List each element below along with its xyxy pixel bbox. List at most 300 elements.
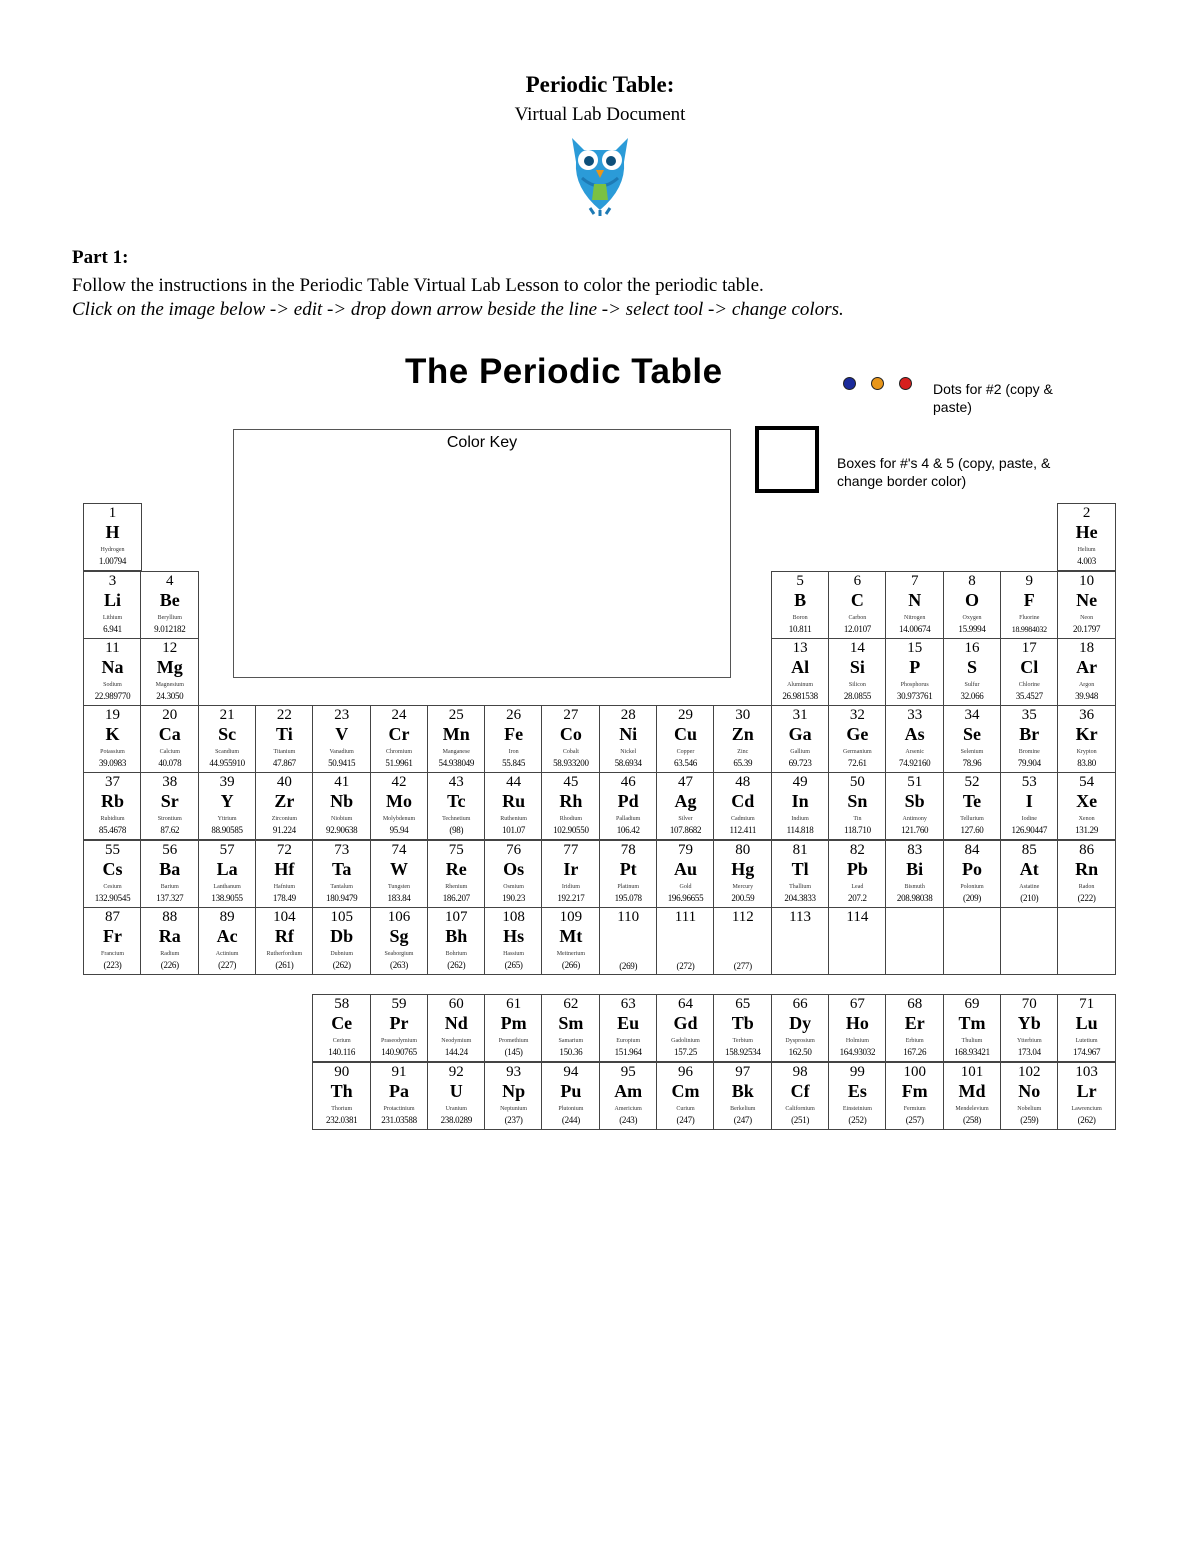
element-number: 114	[846, 909, 869, 925]
color-key-box[interactable]	[233, 429, 731, 678]
element-cell[interactable]	[828, 840, 887, 908]
element-name: Nobelium	[1017, 1106, 1042, 1112]
element-number: 10	[1079, 573, 1095, 589]
element-weight: (258)	[963, 1115, 981, 1125]
element-cell[interactable]	[885, 994, 944, 1062]
color-key-label: Color Key	[446, 434, 518, 451]
element-number: 96	[678, 1064, 693, 1080]
element-weight: 192.217	[557, 893, 585, 903]
element-cell[interactable]	[599, 1062, 658, 1130]
element-cell[interactable]	[370, 705, 429, 773]
element-weight: 138.9055	[211, 893, 243, 903]
element-name: Promethium	[498, 1038, 529, 1044]
element-name: Iridium	[561, 884, 580, 890]
element-cell[interactable]	[828, 638, 887, 706]
element-name: Hydrogen	[100, 547, 125, 553]
element-symbol: Mt	[559, 926, 583, 946]
element-cell[interactable]	[1000, 638, 1059, 706]
element-cell[interactable]	[599, 907, 658, 975]
element-weight: (277)	[733, 961, 752, 971]
element-symbol: Pr	[389, 1013, 409, 1033]
element-symbol: U	[449, 1081, 463, 1101]
element-cell[interactable]	[427, 907, 486, 975]
element-cell[interactable]	[427, 1062, 486, 1130]
element-cell[interactable]	[1057, 1062, 1116, 1130]
element-cell[interactable]	[885, 1062, 944, 1130]
element-number: 100	[903, 1064, 926, 1080]
element-cell[interactable]	[656, 1062, 715, 1130]
element-symbol: Kr	[1075, 724, 1098, 744]
element-cell[interactable]	[828, 1062, 887, 1130]
element-number: 87	[105, 909, 120, 925]
element-cell[interactable]	[1000, 571, 1059, 639]
element-cell[interactable]	[541, 994, 600, 1062]
element-cell[interactable]	[83, 705, 142, 773]
element-weight: 28.0855	[843, 691, 871, 701]
element-symbol: F	[1023, 590, 1035, 610]
element-symbol: S	[966, 657, 977, 677]
element-symbol: Cm	[671, 1081, 700, 1101]
element-name: Antimony	[902, 816, 927, 822]
element-number: 13	[792, 640, 808, 656]
element-number: 53	[1021, 774, 1037, 790]
element-cell[interactable]	[1000, 840, 1059, 908]
element-weight: 167.26	[903, 1047, 927, 1057]
element-cell[interactable]	[656, 772, 715, 840]
element-cell[interactable]	[771, 994, 830, 1062]
element-number: 66	[792, 996, 808, 1012]
element-weight: 74.92160	[899, 758, 931, 768]
element-cell[interactable]	[312, 907, 371, 975]
element-name: Einsteinium	[842, 1106, 872, 1112]
element-cell[interactable]	[656, 705, 715, 773]
element-weight: 231.03588	[381, 1115, 417, 1125]
element-number: 108	[502, 909, 525, 925]
element-number: 55	[105, 842, 120, 858]
element-number: 36	[1079, 707, 1095, 723]
element-number: 4	[166, 573, 174, 589]
element-weight: 232.0381	[326, 1115, 358, 1125]
element-number: 76	[506, 842, 522, 858]
element-cell[interactable]	[1057, 638, 1116, 706]
element-symbol: Es	[847, 1081, 867, 1101]
element-weight: 208.98038	[896, 893, 933, 903]
element-symbol: Dy	[789, 1013, 812, 1033]
element-cell[interactable]	[1000, 772, 1059, 840]
element-number: 25	[448, 707, 464, 723]
element-weight: (209)	[963, 893, 981, 903]
element-symbol: Tb	[731, 1013, 754, 1033]
element-cell[interactable]	[771, 1062, 830, 1130]
element-weight: 24.3050	[156, 691, 184, 701]
element-cell[interactable]	[943, 994, 1002, 1062]
element-cell[interactable]	[484, 994, 543, 1062]
element-name: Bismuth	[904, 884, 925, 890]
element-symbol: Bh	[445, 926, 468, 946]
element-symbol: Ag	[674, 791, 697, 811]
element-cell[interactable]	[370, 994, 429, 1062]
element-cell[interactable]	[83, 772, 142, 840]
element-cell[interactable]	[771, 705, 830, 773]
element-weight: 140.90765	[381, 1047, 417, 1057]
element-weight: (265)	[504, 960, 523, 970]
blue-dot[interactable]	[843, 377, 856, 390]
element-name: Arsenic	[905, 749, 925, 755]
element-symbol: Tc	[447, 791, 466, 811]
element-name: Praseodymium	[381, 1038, 417, 1044]
element-cell[interactable]	[885, 907, 944, 975]
element-cell[interactable]	[427, 705, 486, 773]
element-symbol: Sc	[218, 724, 237, 744]
element-cell[interactable]	[312, 1062, 371, 1130]
element-weight: (244)	[561, 1115, 580, 1125]
element-cell[interactable]	[140, 840, 199, 908]
element-weight: 178.49	[272, 893, 296, 903]
element-symbol: Lu	[1075, 1013, 1098, 1033]
element-weight: 207.2	[848, 893, 867, 903]
element-cell[interactable]	[1000, 1062, 1059, 1130]
element-number: 107	[445, 909, 468, 925]
element-number: 61	[506, 996, 522, 1012]
element-cell[interactable]	[1057, 994, 1116, 1062]
element-number: 39	[219, 774, 235, 790]
element-cell[interactable]	[1057, 772, 1116, 840]
element-number: 98	[792, 1064, 808, 1080]
element-name: Platinum	[617, 884, 640, 890]
element-symbol: Zr	[274, 791, 295, 811]
element-cell[interactable]	[885, 705, 944, 773]
element-cell[interactable]	[828, 994, 887, 1062]
element-number: 37	[105, 774, 120, 790]
element-symbol: Ra	[158, 926, 181, 946]
element-name: Scandium	[215, 749, 240, 755]
element-cell[interactable]	[255, 705, 314, 773]
element-cell[interactable]	[885, 840, 944, 908]
element-symbol: Sn	[847, 791, 868, 811]
element-symbol: Al	[791, 657, 810, 677]
element-name: Beryllium	[157, 615, 182, 621]
element-weight: (247)	[676, 1115, 695, 1125]
element-cell[interactable]	[1000, 994, 1059, 1062]
element-name: Technetium	[442, 816, 471, 822]
element-symbol: Tm	[958, 1013, 986, 1033]
element-cell[interactable]	[541, 840, 600, 908]
element-cell[interactable]	[198, 705, 257, 773]
element-number: 105	[330, 909, 353, 925]
element-number: 24	[391, 707, 407, 723]
element-weight: 190.23	[502, 893, 526, 903]
element-cell[interactable]	[771, 772, 830, 840]
element-weight: 151.964	[614, 1047, 642, 1057]
element-symbol: Ni	[619, 724, 638, 744]
element-number: 20	[162, 707, 178, 723]
element-number: 34	[964, 707, 980, 723]
element-name: Krypton	[1076, 749, 1097, 755]
element-cell[interactable]	[656, 907, 715, 975]
element-cell[interactable]	[828, 772, 887, 840]
element-name: Samarium	[558, 1038, 584, 1044]
element-name: Oxygen	[962, 615, 982, 621]
element-symbol: Md	[958, 1081, 986, 1101]
element-cell[interactable]	[541, 907, 600, 975]
element-cell[interactable]	[1057, 840, 1116, 908]
element-cell[interactable]	[885, 638, 944, 706]
element-weight: 158.92534	[725, 1047, 761, 1057]
element-weight: 92.90638	[326, 825, 358, 835]
element-cell[interactable]	[541, 705, 600, 773]
element-name: Bohrium	[445, 951, 467, 957]
element-cell[interactable]	[83, 907, 142, 975]
element-cell[interactable]	[484, 907, 543, 975]
element-name: Radium	[160, 951, 180, 957]
element-weight: (145)	[504, 1047, 523, 1057]
element-name: Ruthenium	[500, 816, 527, 822]
element-cell[interactable]	[1057, 503, 1116, 571]
element-weight: 15.9994	[958, 624, 986, 634]
element-symbol: Fm	[901, 1081, 928, 1101]
orange-dot[interactable]	[871, 377, 884, 390]
element-cell[interactable]	[599, 840, 658, 908]
element-cell[interactable]	[713, 1062, 772, 1130]
element-cell[interactable]	[713, 907, 772, 975]
element-weight: 18.9984032	[1011, 625, 1047, 634]
element-weight: 173.04	[1017, 1047, 1041, 1057]
element-cell[interactable]	[599, 994, 658, 1062]
element-symbol: Br	[1019, 724, 1040, 744]
element-cell[interactable]	[1057, 705, 1116, 773]
element-name: Berkelium	[730, 1106, 756, 1112]
element-cell[interactable]	[140, 907, 199, 975]
element-cell[interactable]	[484, 1062, 543, 1130]
element-symbol: Ge	[846, 724, 869, 744]
element-cell[interactable]	[140, 638, 199, 706]
element-symbol: As	[904, 724, 925, 744]
element-name: Nitrogen	[904, 615, 926, 621]
element-name: Neptunium	[500, 1106, 528, 1112]
element-cell[interactable]	[370, 840, 429, 908]
element-cell[interactable]	[140, 705, 199, 773]
element-cell[interactable]	[541, 1062, 600, 1130]
element-number: 17	[1021, 640, 1037, 656]
element-number: 33	[907, 707, 923, 723]
element-cell[interactable]	[312, 705, 371, 773]
element-name: Niobium	[331, 816, 353, 822]
element-name: Lawrencium	[1071, 1106, 1102, 1112]
element-weight: 114.818	[786, 825, 814, 835]
page-subtitle: Virtual Lab Document	[514, 104, 686, 125]
element-cell[interactable]	[312, 994, 371, 1062]
element-weight: (259)	[1020, 1115, 1039, 1125]
part-1-heading: Part 1:	[72, 247, 129, 268]
element-weight: 20.1797	[1073, 624, 1101, 634]
element-cell[interactable]	[828, 907, 887, 975]
element-weight: 168.93421	[954, 1047, 990, 1057]
element-name: Zirconium	[271, 816, 298, 822]
element-cell[interactable]	[370, 907, 429, 975]
element-cell[interactable]	[828, 705, 887, 773]
element-cell[interactable]	[828, 571, 887, 639]
element-cell[interactable]	[1000, 907, 1059, 975]
element-number: 43	[448, 774, 464, 790]
element-number: 91	[391, 1064, 407, 1080]
element-name: Rutherfordium	[266, 951, 303, 957]
element-name: Fluorine	[1019, 615, 1040, 621]
element-name: Germanium	[843, 749, 872, 755]
element-cell[interactable]	[198, 772, 257, 840]
element-cell[interactable]	[771, 638, 830, 706]
element-cell[interactable]	[771, 907, 830, 975]
element-symbol: Te	[962, 791, 982, 811]
element-number: 29	[678, 707, 693, 723]
element-cell[interactable]	[656, 994, 715, 1062]
element-symbol: La	[216, 859, 238, 879]
element-cell[interactable]	[1057, 907, 1116, 975]
element-name: Lead	[851, 884, 864, 890]
element-symbol: Sb	[904, 791, 925, 811]
element-name: Strontium	[157, 816, 182, 822]
element-name: Chlorine	[1018, 682, 1040, 688]
element-cell[interactable]	[484, 705, 543, 773]
border-sample-box[interactable]	[755, 426, 819, 493]
element-symbol: Co	[559, 724, 582, 744]
element-weight: 95.94	[389, 825, 409, 835]
element-symbol: Bi	[906, 859, 924, 879]
element-cell[interactable]	[1057, 571, 1116, 639]
element-number: 94	[563, 1064, 579, 1080]
element-cell[interactable]	[1000, 705, 1059, 773]
element-number: 27	[563, 707, 579, 723]
element-number: 3	[108, 573, 117, 589]
element-symbol: Na	[101, 657, 124, 677]
element-cell[interactable]	[943, 571, 1002, 639]
element-cell[interactable]	[599, 705, 658, 773]
element-name: Yttrium	[217, 816, 237, 822]
element-cell[interactable]	[312, 772, 371, 840]
element-cell[interactable]	[885, 571, 944, 639]
element-name: Francium	[101, 951, 124, 957]
element-cell[interactable]	[370, 772, 429, 840]
element-number: 16	[964, 640, 980, 656]
element-cell[interactable]	[713, 840, 772, 908]
element-cell[interactable]	[255, 907, 314, 975]
element-number: 59	[391, 996, 407, 1012]
element-weight: 83.80	[1077, 758, 1096, 768]
element-number: 65	[735, 996, 751, 1012]
element-number: 2	[1082, 505, 1091, 521]
dots-label: Dots for #2 (copy & paste)	[933, 381, 1053, 415]
element-cell[interactable]	[427, 840, 486, 908]
element-symbol: Am	[614, 1081, 643, 1101]
element-number: 1	[108, 505, 117, 521]
element-cell[interactable]	[541, 772, 600, 840]
element-symbol: O	[964, 590, 979, 610]
element-symbol: C	[850, 590, 864, 610]
element-weight: (272)	[676, 961, 695, 971]
element-symbol: Se	[963, 724, 981, 744]
element-cell[interactable]	[427, 772, 486, 840]
element-cell[interactable]	[255, 840, 314, 908]
element-number: 47	[678, 774, 693, 790]
element-symbol: Pm	[500, 1013, 527, 1033]
element-weight: (227)	[218, 960, 237, 970]
element-name: Phosphorus	[900, 682, 929, 688]
element-cell[interactable]	[198, 907, 257, 975]
element-weight: 140.116	[328, 1047, 356, 1057]
element-cell[interactable]	[943, 638, 1002, 706]
element-number: 30	[735, 707, 751, 723]
element-name: Rhenium	[445, 884, 468, 890]
element-weight: (223)	[103, 960, 122, 970]
element-weight: (269)	[619, 961, 638, 971]
element-weight: 6.941	[103, 624, 122, 634]
element-name: Silicon	[848, 682, 866, 688]
element-cell[interactable]	[771, 571, 830, 639]
red-dot[interactable]	[899, 377, 912, 390]
element-cell[interactable]	[713, 705, 772, 773]
element-cell[interactable]	[771, 840, 830, 908]
element-cell[interactable]	[140, 571, 199, 639]
element-name: Rhodium	[559, 816, 583, 822]
element-cell[interactable]	[943, 705, 1002, 773]
element-cell[interactable]	[83, 840, 142, 908]
element-number: 93	[506, 1064, 522, 1080]
element-cell[interactable]	[713, 772, 772, 840]
element-name: Sodium	[103, 682, 122, 688]
element-name: Gadolinium	[671, 1038, 700, 1044]
element-number: 58	[334, 996, 350, 1012]
element-cell[interactable]	[83, 638, 142, 706]
element-name: Silver	[678, 816, 693, 822]
element-cell[interactable]	[943, 1062, 1002, 1130]
element-symbol: Er	[904, 1013, 925, 1033]
element-symbol: Au	[673, 859, 697, 879]
element-symbol: I	[1025, 791, 1033, 811]
element-symbol: H	[105, 522, 120, 542]
element-name: Cadmium	[730, 816, 755, 822]
element-number: 97	[735, 1064, 751, 1080]
element-cell[interactable]	[484, 772, 543, 840]
element-cell[interactable]	[885, 772, 944, 840]
element-cell[interactable]	[83, 503, 142, 571]
element-symbol: Ba	[159, 859, 181, 879]
element-cell[interactable]	[943, 840, 1002, 908]
element-cell[interactable]	[484, 840, 543, 908]
element-weight: 79.904	[1017, 758, 1041, 768]
element-cell[interactable]	[599, 772, 658, 840]
element-weight: 106.42	[616, 825, 640, 835]
element-number: 101	[960, 1064, 984, 1080]
element-cell[interactable]	[255, 772, 314, 840]
element-number: 50	[849, 774, 865, 790]
element-cell[interactable]	[370, 1062, 429, 1130]
element-cell[interactable]	[140, 772, 199, 840]
element-number: 6	[853, 573, 862, 589]
element-name: Ytterbium	[1016, 1038, 1042, 1044]
element-cell[interactable]	[198, 840, 257, 908]
element-number: 109	[559, 909, 583, 925]
element-cell[interactable]	[656, 840, 715, 908]
element-weight: 204.3833	[784, 893, 816, 903]
element-number: 80	[735, 842, 751, 858]
element-symbol: Bk	[731, 1081, 754, 1101]
element-number: 67	[849, 996, 865, 1012]
element-cell[interactable]	[427, 994, 486, 1062]
element-cell[interactable]	[312, 840, 371, 908]
element-cell[interactable]	[83, 571, 142, 639]
element-cell[interactable]	[713, 994, 772, 1062]
element-cell[interactable]	[943, 907, 1002, 975]
element-cell[interactable]	[943, 772, 1002, 840]
